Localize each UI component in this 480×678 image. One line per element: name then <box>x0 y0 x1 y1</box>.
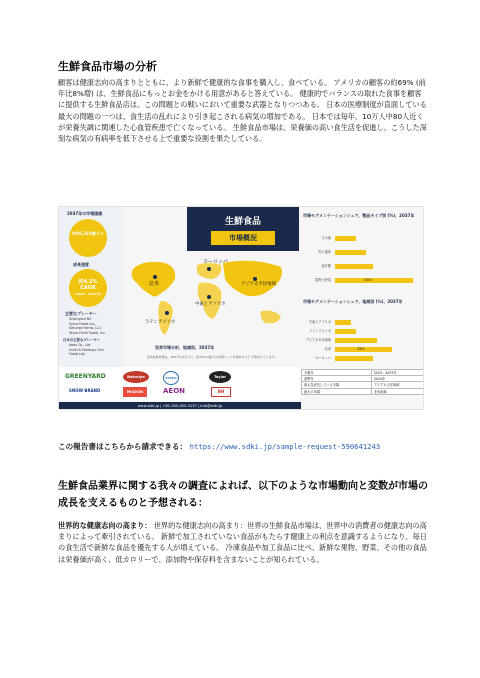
table-cell: 2025 - 2037年 <box>371 370 424 376</box>
request-text: この報告書はこちらから請求できる： <box>58 442 188 451</box>
map-label-latam: ラテンアメリカ <box>145 320 176 325</box>
logo-nh: NH <box>211 387 231 397</box>
bar <box>335 264 373 269</box>
region-chart-title: 市場セグメンテーションシェア、地域別 (%)、2037年 <box>303 299 403 304</box>
bar-row <box>301 337 424 344</box>
pin-asia <box>253 277 257 281</box>
key-players-label: 主要なプレーヤー <box>65 311 97 316</box>
product-chart-title: 市場セグメンテーションシェア、製品タイプ別 (%)、2037年 <box>303 213 415 218</box>
player-item: Greenyard NV <box>69 317 92 321</box>
cagr-period: (2025 - 2037年) <box>75 292 101 296</box>
pin-africa <box>207 295 211 299</box>
bar-row <box>301 249 424 256</box>
bar <box>335 356 373 361</box>
map-label-na: 北米 <box>149 281 160 287</box>
bar <box>335 329 356 334</box>
bar-row <box>301 263 424 270</box>
trend-paragraph <box>58 520 428 584</box>
infographic-banner <box>187 207 299 251</box>
bar-label: アジア太平洋地域 <box>305 338 331 342</box>
cagr-label: CAGR <box>80 285 96 291</box>
bar-row <box>301 355 424 362</box>
trend-lead: 世界的な健康志向の高まり： <box>58 521 152 530</box>
bar-row <box>301 235 424 242</box>
key-players-list <box>69 317 106 335</box>
map-label-mea: 中東とアフリカ <box>195 302 226 307</box>
logo-greenyard: GREENYARD <box>65 373 106 380</box>
market-infographic <box>58 206 424 410</box>
growth-label: 成長速度 <box>73 262 89 267</box>
bar-label: 魚介類 <box>321 264 331 268</box>
logo-mission: MISSION <box>123 387 147 397</box>
jp-players-label: 日本の主要なプレーヤー <box>63 338 101 342</box>
bar-row <box>301 277 424 284</box>
trend-text: 世界的な健康志向の高まり：世界の生鮮食品市場は、世界中の消費者の健康志向の高まりによって牽引されている。 新鮮で加工されていない食品がもたらす健康上の利点を意識するようになり、毎日の食生活で新鮮な食品を優先する人が増えている。 冷凍食品や加工食品に比べ、新鮮な果物、野菜、その他の食品は栄養価が高く、低カロリーで、添加物や保存料を含まないことが知られている。 <box>58 521 427 564</box>
table-cell: 北米地域 <box>371 388 424 394</box>
table-cell: 基準年 <box>302 376 372 382</box>
table-cell: 2024年 <box>371 376 424 382</box>
pin-europe <box>207 267 211 271</box>
bar-value-label: 33% <box>357 347 365 351</box>
banner-title: 生鮮食品 <box>224 217 261 227</box>
player-item: Taylor Fresh Foods, Inc. <box>69 330 106 335</box>
jp-players-list <box>69 343 104 357</box>
player-item: Naturipe Farms, LLC <box>69 326 102 331</box>
bar <box>335 236 356 241</box>
infographic-footer: www.sdki.jp | +81-505-050-5237 | info@sdki.jp <box>59 402 301 410</box>
map-label-apac: アジア太平洋地域 <box>241 282 276 287</box>
oceania-shape <box>261 311 282 324</box>
map-label-eu: ヨーロッパ <box>203 259 228 265</box>
logo-taylor: Taylor <box>209 371 231 383</box>
bar-row <box>301 346 424 353</box>
bar-label: その他 <box>321 236 331 240</box>
bar-label: 北米 <box>324 347 331 351</box>
bar <box>335 320 351 325</box>
logo-sysco: SYSCO <box>163 371 179 385</box>
player-item: Izumi & Holdings Chin <box>69 347 105 352</box>
bar <box>335 250 366 255</box>
bar-value-label: 45% <box>364 278 372 282</box>
player-item: Foods Ltd. <box>69 352 86 357</box>
cagr-percent: 約4.2% <box>78 279 98 285</box>
bar-label: ヨーロッパ <box>315 356 331 360</box>
logo-naturipe: Naturipe <box>123 371 149 383</box>
bar-row <box>301 319 424 326</box>
pin-latin-america <box>165 311 169 315</box>
asia-shape <box>223 261 282 296</box>
table-cell: 最も急成長している市場 <box>302 382 372 388</box>
map-caption: 世界市場分析、地域別、2037年 <box>155 345 215 350</box>
summary-table <box>301 369 424 395</box>
africa-shape <box>198 283 222 319</box>
map-note: 北米地域市場は、2037年末までに、約33%の最大の市場シェアを保持すると予想されています。 <box>146 355 278 359</box>
analysis-paragraph: 顧客は健康志向の高まりとともに、より新鮮で健康的な食事を購入し、食べている。 アメリカの顧客の約69% (前年比8%増) は、生鮮食品にもっとお金をかける用意があると答えている。 健康的でバランスの取れた食事を顧客に提供する生鮮食品店は、この問題との戦いにおいて重要な武器となりつつある。 日本の医療制度が直面している最大の問題の一つは、食生活の乱れにより引き起こされる病気の増加である。 日本では毎年、10万人中80人近くが栄養失調に関連した心血管疾患で亡くなっている。 生鮮食品市場は、栄養価の高い食生活を促進し、こうした深刻な病気の有病率を低下させる上で重要な役割を果たしている。 <box>58 78 427 144</box>
request-line <box>58 441 380 452</box>
banner-subtitle: 市場概況 <box>211 231 275 245</box>
europe-shape <box>197 263 221 279</box>
north-america-shape <box>132 262 176 297</box>
cagr-badge <box>69 269 107 307</box>
table-cell: 予測年 <box>302 370 372 376</box>
player-item: Sysco Foods Inc., <box>69 321 97 326</box>
market-value-label: 2037年の市場価値 <box>67 211 103 216</box>
company-logos <box>59 367 301 401</box>
player-item: Aeon Co., Ltd. <box>69 343 92 347</box>
table-row <box>302 388 425 394</box>
pin-north-america <box>153 275 157 279</box>
bar-label: 肉と鶏肉 <box>318 250 331 254</box>
segment-charts <box>301 207 424 367</box>
section-heading-analysis: 生鮮食品市場の分析 <box>58 60 157 73</box>
bar <box>335 278 413 283</box>
logo-aeon: AEON <box>163 387 186 395</box>
world-map <box>125 255 297 341</box>
bar-label: 果物と野菜 <box>315 278 331 282</box>
bar-label: 中東とアフリカ <box>308 320 331 324</box>
bar-label: ラテンアメリカ <box>309 329 331 333</box>
sample-request-link[interactable]: https://www.sdki.jp/sample-request-590641243 <box>189 442 381 451</box>
south-america-shape <box>158 301 173 335</box>
table-cell: 最大の市場 <box>302 388 372 394</box>
bar-row <box>301 328 424 335</box>
market-value-badge: 約95,310億ドル <box>69 219 107 257</box>
infographic-left-column <box>59 207 123 367</box>
section-heading-survey: 生鮮食品業界に関する我々の調査によれば、以下のような市場動向と変数が市場の成長を支えるものと予想される： <box>58 481 428 509</box>
logo-snow-brand: SNOW BRAND <box>69 388 101 393</box>
table-cell: アジア太平洋地域 <box>371 382 424 388</box>
bar <box>335 338 377 343</box>
